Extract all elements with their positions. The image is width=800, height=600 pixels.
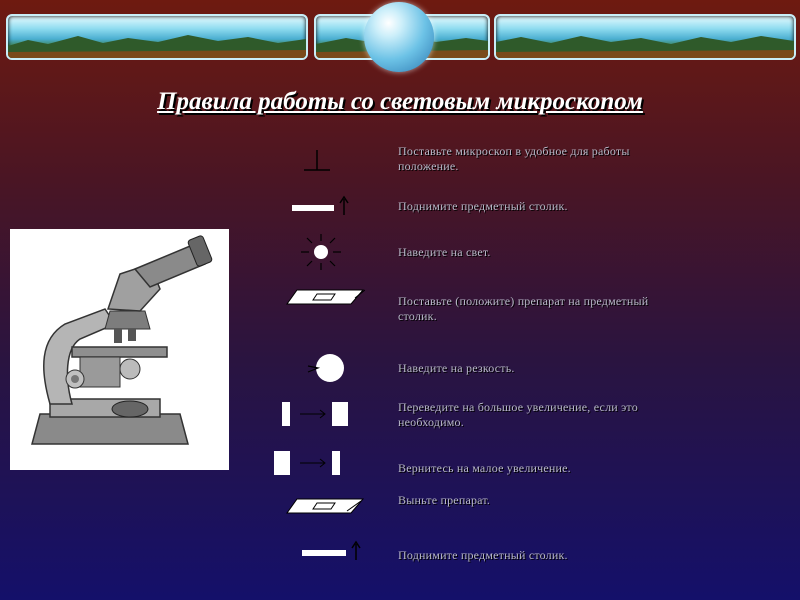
step-text: Поставьте (положите) препарат на предметный столик. — [398, 294, 649, 323]
microscope-illustration — [10, 229, 229, 470]
low-magnification-icon — [270, 447, 350, 487]
step-text: Вернитесь на малое увеличение. — [398, 461, 571, 475]
step-text: Наведите на резкость. — [398, 361, 515, 375]
step-text: Выньте препарат. — [398, 493, 491, 507]
step-text: Наведите на свет. — [398, 245, 491, 259]
step-text: Поставьте микроскоп в удобное для работы положение. — [398, 144, 630, 173]
landscape-panel-left — [6, 14, 308, 60]
high-magnification-icon — [278, 398, 354, 432]
globe-orb-icon — [364, 2, 434, 72]
raise-stage-icon — [300, 540, 362, 564]
step-text: Поднимите предметный столик. — [398, 548, 568, 562]
landscape-panel-right — [494, 14, 796, 60]
focus-icon — [300, 352, 350, 384]
raise-stage-icon — [290, 195, 350, 219]
remove-slide-icon — [285, 497, 365, 517]
light-source-icon — [298, 232, 344, 272]
upright-position-icon — [300, 148, 334, 174]
page-title: Правила работы со световым микроскопом — [157, 88, 643, 115]
step-text: Переведите на большое увеличение, если это необходимо. — [398, 400, 638, 429]
place-slide-icon — [285, 288, 365, 306]
step-text: Поднимите предметный столик. — [398, 199, 568, 213]
decorative-banner — [0, 0, 800, 80]
